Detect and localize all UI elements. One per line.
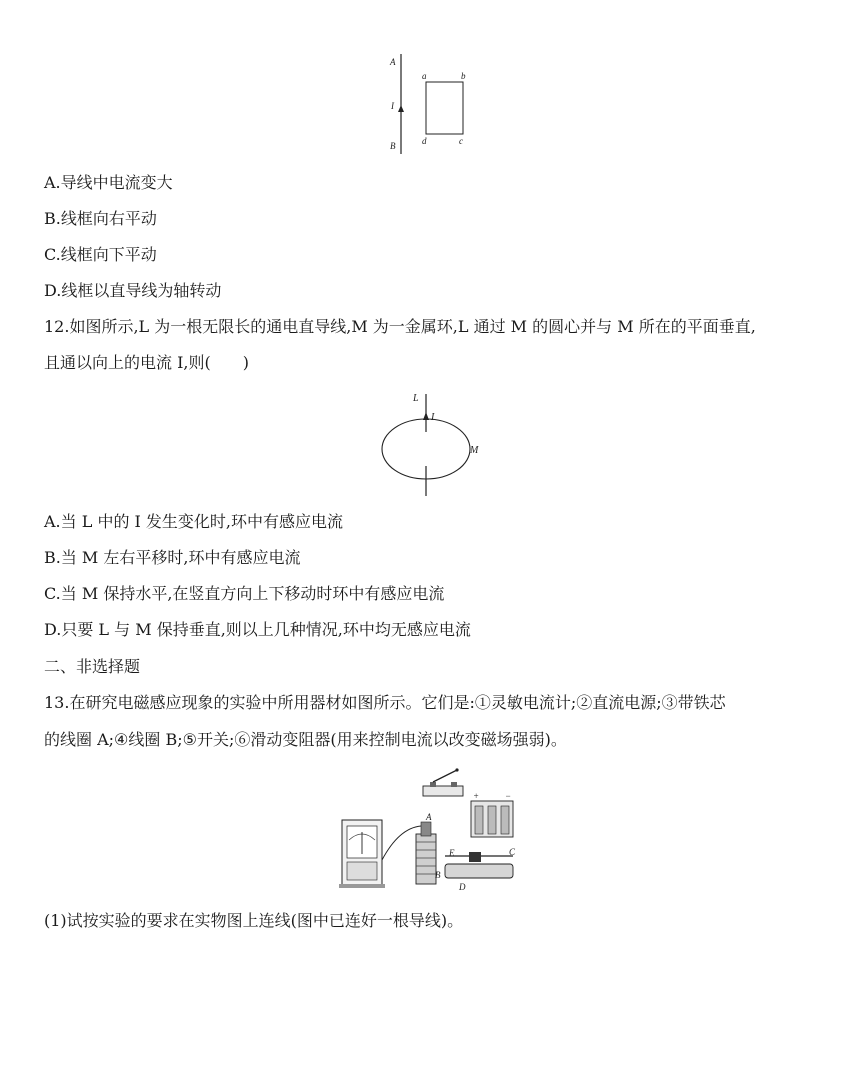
label-B: B <box>390 141 396 151</box>
label-I: I <box>431 412 435 423</box>
label-A: A <box>390 57 396 67</box>
battery-icon <box>471 791 513 837</box>
svg-text:C: C <box>509 847 516 857</box>
q11-option-a: A.导线中电流变大 <box>44 173 173 192</box>
svg-text:E: E <box>449 848 455 858</box>
svg-text:+: + <box>473 791 480 801</box>
q12-option-b: B.当 M 左右平移时,环中有感应电流 <box>44 548 301 567</box>
q13-stem-line2: 的线圈 A;④线圈 B;⑤开关;⑥滑动变阻器(用来控制电流以改变磁场强弱)。 <box>44 730 567 749</box>
figure-apparatus <box>335 768 535 893</box>
label-a: a <box>422 71 427 81</box>
coil-A-and-B-icon <box>416 812 441 884</box>
rheostat-icon <box>445 847 516 892</box>
q12-option-d: D.只要 L 与 M 保持垂直,则以上几种情况,环中均无感应电流 <box>44 620 471 639</box>
section-title: 二、非选择题 <box>44 657 141 676</box>
q12-stem-line2: 且通以向上的电流 I,则( ) <box>44 353 249 372</box>
q12-option-a: A.当 L 中的 I 发生变化时,环中有感应电流 <box>44 512 344 531</box>
svg-text:A: A <box>426 812 432 822</box>
label-M: M <box>470 445 479 456</box>
svg-text:D: D <box>459 882 466 892</box>
q11-option-b: B.线框向右平动 <box>44 209 157 228</box>
q11-option-c: C.线框向下平动 <box>44 245 157 264</box>
label-c: c <box>459 136 463 146</box>
switch-icon <box>423 768 463 796</box>
rectangular-loop <box>426 82 463 134</box>
q12-stem-line1: 12.如图所示,L 为一根无限长的通电直导线,M 为一金属环,L 通过 M 的圆心并与 M 所在的平面垂直, <box>44 317 756 336</box>
q11-option-d: D.线框以直导线为轴转动 <box>44 281 222 300</box>
connected-wire <box>382 826 421 860</box>
q13-sub1: (1)试按实验的要求在实物图上连线(图中已连好一根导线)。 <box>44 911 464 930</box>
label-I: I <box>391 101 394 111</box>
label-b: b <box>461 71 466 81</box>
q13-stem-line1: 13.在研究电磁感应现象的实验中所用器材如图所示。它们是:①灵敏电流计;②直流电源;③带铁芯 <box>44 693 726 712</box>
figure-wire-through-ring <box>378 386 488 500</box>
svg-text:B: B <box>435 870 441 880</box>
current-arrow <box>398 105 404 112</box>
label-d: d <box>422 136 427 146</box>
label-L: L <box>413 393 419 404</box>
q12-option-c: C.当 M 保持水平,在竖直方向上下移动时环中有感应电流 <box>44 584 445 603</box>
svg-text:−: − <box>505 791 512 801</box>
galvanometer-icon <box>339 820 385 888</box>
figure-wire-and-loop <box>385 52 475 157</box>
